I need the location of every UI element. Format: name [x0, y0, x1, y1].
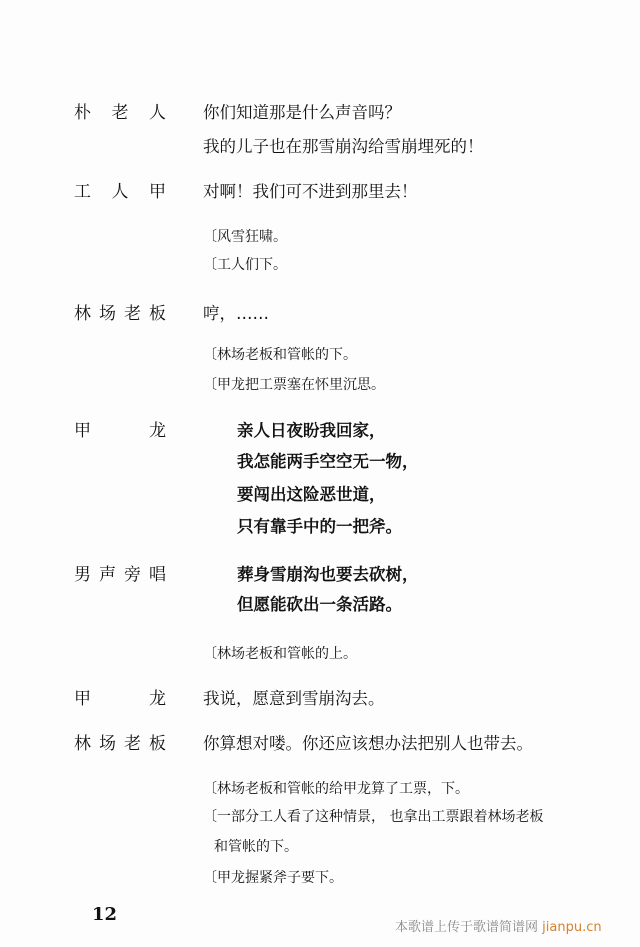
watermark — [395, 921, 602, 934]
lyric-line: 要闯出这险恶世道， — [237, 485, 386, 504]
dialogue-line: 我的儿子也在那雪崩沟给雪崩埋死的！ — [203, 137, 484, 156]
watermark-url: jianpu.cn — [542, 920, 602, 935]
stage-direction: 〔风雪狂啸。 — [203, 229, 287, 245]
dialogue-line: 我说，愿意到雪崩沟去。 — [203, 689, 385, 708]
watermark-text: 本歌谱上传于歌谱简谱网 — [395, 920, 539, 935]
page-number: 12 — [92, 904, 118, 925]
stage-direction: 〔工人们下。 — [203, 257, 287, 273]
speaker-name: 工人甲 — [74, 182, 166, 202]
stage-direction: 〔林场老板和管帐的上。 — [203, 646, 357, 662]
lyric-line: 葬身雪崩沟也要去砍树， — [237, 565, 419, 584]
lyric-line: 亲人日夜盼我回家， — [237, 421, 386, 440]
dialogue-line: 哼，…… — [203, 304, 269, 323]
dialogue-line: 你算想对喽。你还应该想办法把别人也带去。 — [203, 734, 533, 753]
stage-direction: 和管帐的下。 — [214, 839, 298, 855]
speaker-name: 朴老人 — [74, 103, 166, 123]
lyric-line: 但愿能砍出一条活路。 — [237, 595, 402, 614]
speaker-name: 林场老板 — [74, 734, 166, 754]
stage-direction: 〔甲龙握紧斧子要下。 — [203, 870, 343, 886]
speaker-name: 林场老板 — [74, 304, 166, 324]
stage-direction: 〔林场老板和管帐的给甲龙算了工票，下。 — [203, 781, 469, 797]
stage-direction: 〔甲龙把工票塞在怀里沉思。 — [203, 377, 385, 393]
stage-direction: 〔林场老板和管帐的下。 — [203, 347, 357, 363]
speaker-name: 甲龙 — [74, 421, 166, 441]
dialogue-line: 你们知道那是什么声音吗？ — [203, 103, 401, 122]
dialogue-line: 对啊！我们可不进到那里去！ — [203, 182, 418, 201]
speaker-name: 甲龙 — [74, 689, 166, 709]
speaker-name: 男声旁唱 — [74, 565, 166, 585]
lyric-line: 只有靠手中的一把斧。 — [237, 517, 402, 536]
lyric-line: 我怎能两手空空无一物， — [237, 452, 419, 471]
stage-direction: 〔一部分工人看了这种情景， 也拿出工票跟着林场老板 — [203, 809, 544, 825]
